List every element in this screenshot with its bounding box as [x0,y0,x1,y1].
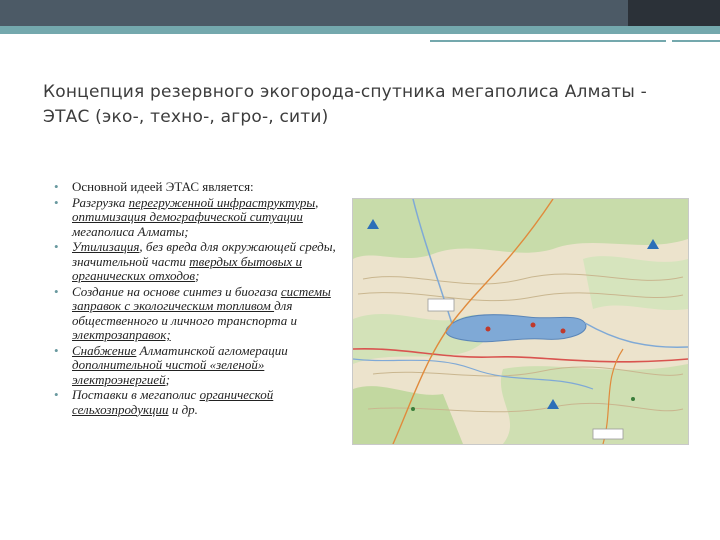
map-label-box [593,429,623,439]
area-map-image [352,198,689,445]
map-marker [411,407,415,411]
map-lake [446,315,586,342]
bullet-text: дополнительной чистой «зеленой» электроэнергией [72,357,265,387]
bullet-text: ; [195,268,200,283]
bullet-item [52,285,342,343]
map-green-area [583,256,688,310]
bullet-list [52,180,342,418]
bullet-text: для общественного и личного транспорта и [72,298,298,328]
bullet-item [52,180,342,195]
bullet-text: перегруженной инфраструктуры, оптимизация демографической ситуации [72,194,319,224]
bullet-item [52,196,342,240]
bullet-text: органической сельхозпродукции [72,387,274,417]
bullet-text: ; [165,371,170,387]
bullet-text: Поставки в мегаполис [72,387,200,402]
bullet-text: Разгрузка [72,194,129,210]
header-bar [0,0,720,26]
bullet-item [52,388,342,417]
header-accent-line [430,40,666,42]
slide-title: Концепция резервного экогорода-спутника мегаполиса Алматы - ЭТАС (эко-, техно-, агро-, сити) [43,82,647,127]
bullet-text: электрозаправок; [72,327,171,342]
bullet-text: мегаполиса Алматы; [72,223,189,239]
bullet-text: Снабжение [72,342,137,358]
bullet-text: системы заправок с экологическим топливом [72,283,331,313]
header-accent-stripe [0,26,720,34]
map-marker [631,397,635,401]
header-accent-line-right [672,40,720,42]
bullet-item [52,240,342,284]
bullet-text: и др. [168,401,198,417]
bullet-text: Основной идеей ЭТАС является: [72,179,254,194]
bullet-text: Утилизация [72,239,140,254]
map-marker [561,329,566,334]
map-marker [531,323,536,328]
map-marker [486,327,491,332]
header-bar-dark-segment [628,0,720,26]
bullet-text: , без вреда для окружающей среды, значительной части [72,239,336,269]
bullet-text: Создание на основе синтез и биогаза [72,283,281,299]
bullet-text: твердых бытовых и органических отходов [72,253,303,283]
bullet-text: Алматинской агломерации [136,342,288,358]
bullet-item [52,344,342,388]
map-label-box [428,299,454,311]
map-illustration [353,199,688,444]
